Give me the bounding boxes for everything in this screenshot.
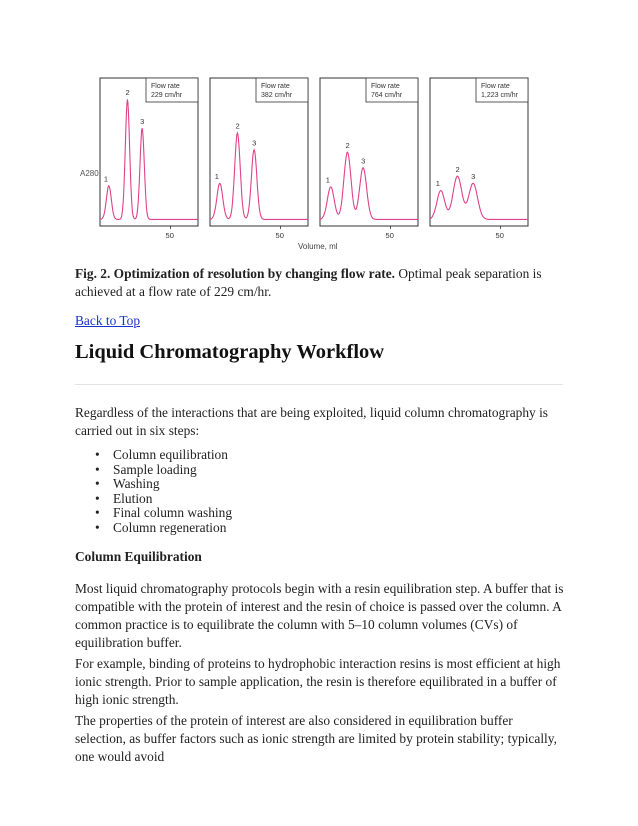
flow-rate-value: 1,223 cm/hr [481,92,518,99]
chromatogram-trace [430,176,528,219]
peak-label: 3 [252,138,257,148]
flow-rate-label: Flow rate [371,83,400,90]
paragraph: Most liquid chromatography protocols begin with a resin equilibration step. A buffer that is compatible with the protein of interest and the resin of choice is passed over the column. A common practice is to equilibrate the column with 5–10 column volumes (CVs) of equilibration buffer. [75,581,564,650]
subheading-column-equilibration: Column Equilibration [75,549,202,564]
peak-label: 2 [125,88,130,97]
list-item: • Elution [113,492,232,507]
caption-text: Optimal peak separation is achieved at a flow rate of 229 cm/hr. [75,266,542,299]
paragraph: For example, binding of proteins to hydrophobic interaction resins is most efficient at high ionic strength. Prior to sample application, the resin is therefore equilibrated in a buffer of high ionic strength. [75,656,561,707]
peak-label: 1 [325,175,330,185]
list-item: • Final column washing [113,506,232,521]
peak-label: 2 [235,121,240,131]
peak-label: 3 [361,156,366,166]
section-divider [75,384,563,385]
peak-label: 3 [471,172,476,181]
peak-label: 2 [345,140,350,150]
list-item: • Sample loading [113,463,232,478]
list-item: • Column regeneration [113,521,232,536]
section-title: Liquid Chromatography Workflow [75,341,385,363]
x-tick-label: 50 [495,231,504,240]
x-axis-label: Volume, ml [298,242,338,251]
chromatogram-trace [100,99,198,219]
chromatogram-figure [78,74,533,254]
flow-rate-value: 764 cm/hr [371,92,403,99]
chromatogram-trace [210,133,308,219]
list-item: • Washing [113,477,232,492]
chromatogram-trace [320,152,418,219]
flow-rate-value: 382 cm/hr [261,92,293,99]
intro-paragraph: Regardless of the interactions that are being exploited, liquid column chromatography is carried out in six steps: [75,405,549,438]
peak-label: 2 [455,164,460,174]
x-tick-label: 50 [165,231,174,240]
y-axis-label: A280 [80,169,99,178]
caption-bold: Fig. 2. Optimization of resolution by changing flow rate. [75,266,396,281]
list-item: • Column equilibration [113,448,232,463]
steps-list [75,448,232,536]
flow-rate-label: Flow rate [481,83,510,90]
x-tick-label: 50 [385,231,394,240]
peak-label: 1 [103,174,108,184]
peak-label: 1 [214,172,219,181]
flow-rate-value: 229 cm/hr [151,92,183,99]
peak-label: 1 [435,179,440,189]
chromatogram-svg [78,74,533,254]
flow-rate-label: Flow rate [151,83,180,90]
figure-caption [75,265,565,301]
back-to-top-link[interactable]: Back to Top [75,313,141,328]
x-tick-label: 50 [275,231,284,240]
peak-label: 3 [140,116,145,126]
flow-rate-label: Flow rate [261,83,290,90]
paragraph: The properties of the protein of interest are also considered in equilibration buffer selection, as buffer factors such as ionic strength are limited by protein stability; typically, one would avoid [75,713,557,764]
